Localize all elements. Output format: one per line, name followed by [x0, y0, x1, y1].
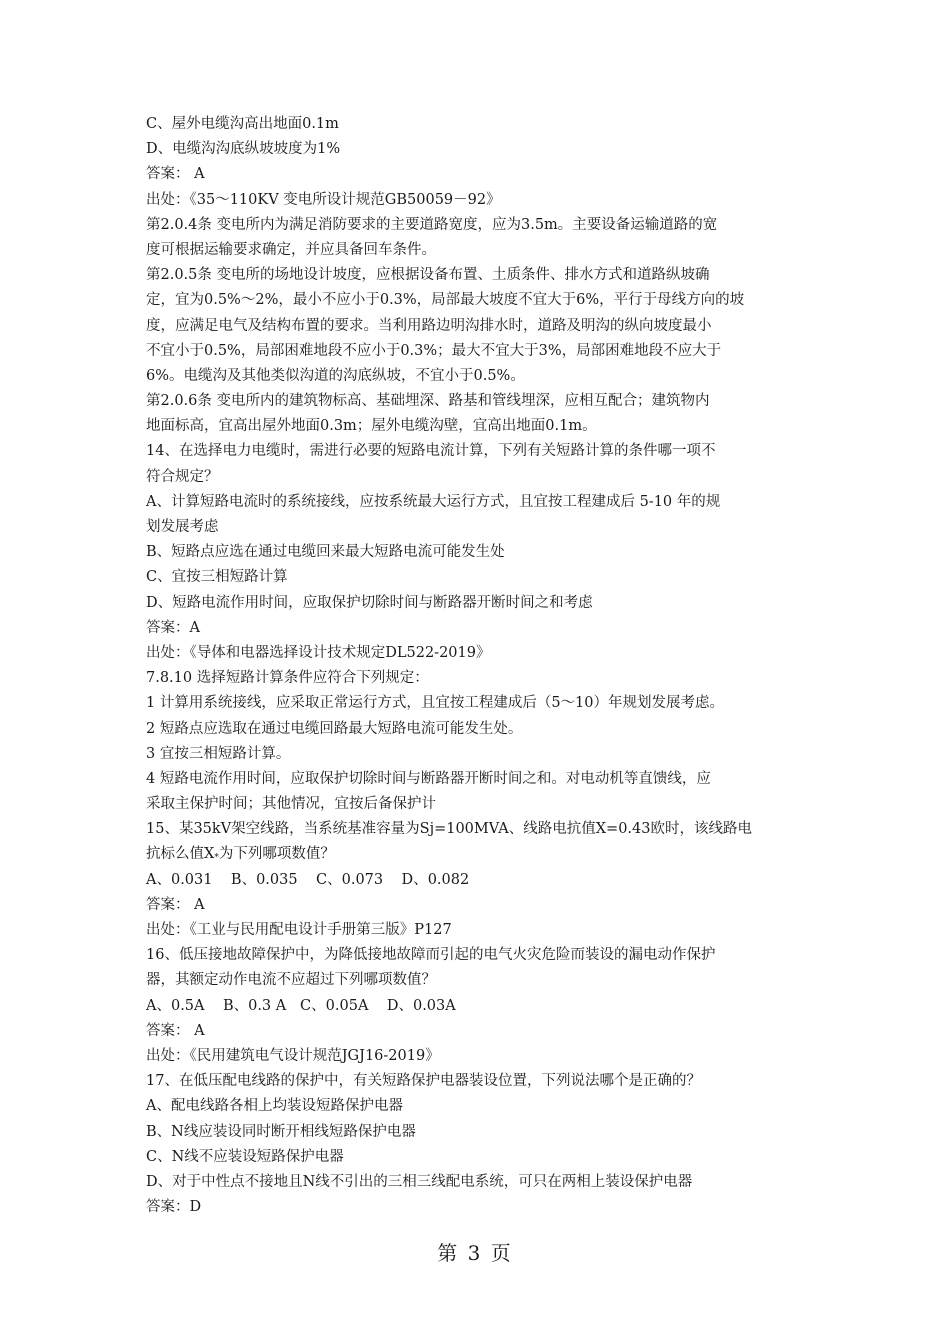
- source-line: 出处：《导体和电器选择设计技术规定DL522-2019》: [146, 644, 491, 661]
- option-line: B、短路点应选在通过电缆回来最大短路电流可能发生处: [146, 544, 505, 561]
- text-line: D、电缆沟沟底纵坡坡度为1%: [146, 141, 341, 158]
- text-line: 7.8.10 选择短路计算条件应符合下列规定：: [146, 670, 429, 687]
- page-number: 第 3 页: [437, 1241, 513, 1265]
- subscript: *: [214, 853, 219, 864]
- option-line: D、对于中性点不接地且N线不引出的三相三线配电系统，可只在两相上装设保护电器: [146, 1173, 693, 1190]
- question-line: 符合规定？: [146, 468, 219, 485]
- answer-line: 答案： A: [146, 1022, 205, 1039]
- question-text: 抗标么值X: [146, 846, 215, 863]
- answer-line: 答案：D: [146, 1199, 202, 1216]
- question-line: 17、在低压配电线路的保护中，有关短路保护电器装设位置，下列说法哪个是正确的？: [146, 1073, 701, 1090]
- text-line: 第2.0.5条 变电所的场地设计坡度，应根据设备布置、土质条件、排水方式和道路纵坡确: [146, 267, 710, 284]
- question-line: 14、在选择电力电缆时，需进行必要的短路电流计算，下列有关短路计算的条件哪一项不: [146, 443, 716, 460]
- text-line: 不宜小于0.5%，局部困难地段不应小于0.3%；最大不宜大于3%，局部困难地段不应大于: [146, 342, 722, 359]
- question-text-tail: 为下列哪项数值？: [218, 846, 335, 863]
- source-line: 出处：《35～110KV 变电所设计规范GB50059－92》: [146, 191, 501, 208]
- option-line: C、N线不应装设短路保护电器: [146, 1148, 344, 1165]
- question-line: 15、某35kV架空线路，当系统基准容量为Sj=100MVA、线路电抗值X=0.43欧时，该线路电: [146, 821, 752, 838]
- source-line: 出处：《工业与民用配电设计手册第三版》P127: [146, 922, 452, 938]
- option-line: A、计算短路电流时的系统接线，应按系统最大运行方式，且宜按工程建成后 5-10 年的规: [146, 493, 721, 510]
- source-line: 出处：《民用建筑电气设计规范JGJ16-2019》: [146, 1047, 440, 1064]
- text-line: 第2.0.6条 变电所内的建筑物标高、基础埋深、路基和管线埋深，应相互配合；建筑物内: [146, 393, 710, 410]
- text-line: 6%。电缆沟及其他类似沟道的沟底纵坡，不宜小于0.5%。: [146, 367, 525, 384]
- question-line: 器，其额定动作电流不应超过下列哪项数值？: [146, 972, 436, 989]
- text-line: 定，宜为0.5%～2%，最小不应小于0.3%，局部最大坡度不宜大于6%，平行于母线方向的坡: [146, 292, 745, 309]
- page-content: [146, 112, 811, 1220]
- text-line: 1 计算用系统接线，应采取正常运行方式，且宜按工程建成后（5～10）年规划发展考虑。: [146, 695, 725, 712]
- text-line: 度，应满足电气及结构布置的要求。当利用路边明沟排水时，道路及明沟的纵向坡度最小: [146, 317, 712, 334]
- option-line: A、0.5A B、0.3 A C、0.05A D、0.03A: [146, 997, 456, 1014]
- option-line: A、0.031 B、0.035 C、0.073 D、0.082: [146, 871, 470, 888]
- text-line: 第2.0.4条 变电所内为满足消防要求的主要道路宽度，应为3.5m。主要设备运输道路的宽: [146, 216, 718, 233]
- option-line: D、短路电流作用时间，应取保护切除时间与断路器开断时间之和考虑: [146, 594, 593, 611]
- text-line: 2 短路点应选取在通过电缆回路最大短路电流可能发生处。: [146, 720, 523, 737]
- text-line: 地面标高，宜高出屋外地面0.3m；屋外电缆沟壁，宜高出地面0.1m。: [146, 418, 597, 435]
- text-line: C、屋外电缆沟高出地面0.1m: [146, 116, 339, 132]
- question-line: 16、低压接地故障保护中，为降低接地故障而引起的电气火灾危险而装设的漏电动作保护: [146, 947, 716, 964]
- text-line: 3 宜按三相短路计算。: [146, 745, 291, 762]
- answer-line: 答案：A: [146, 619, 200, 636]
- text-line: 度可根据运输要求确定，并应具备回车条件。: [146, 241, 436, 258]
- option-line: B、N线应装设同时断开相线短路保护电器: [146, 1123, 416, 1140]
- option-line: C、宜按三相短路计算: [146, 569, 288, 586]
- text-line: 4 短路电流作用时间，应取保护切除时间与断路器开断时间之和。对电动机等直馈线，应: [146, 770, 711, 787]
- question-line: [146, 842, 811, 867]
- answer-line: 答案： A: [146, 896, 205, 913]
- answer-line: 答案： A: [146, 166, 205, 183]
- option-line: 划发展考虑: [146, 519, 219, 535]
- option-line: A、配电线路各相上均装设短路保护电器: [146, 1098, 403, 1115]
- text-line: 采取主保护时间；其他情况，宜按后备保护计: [146, 796, 436, 813]
